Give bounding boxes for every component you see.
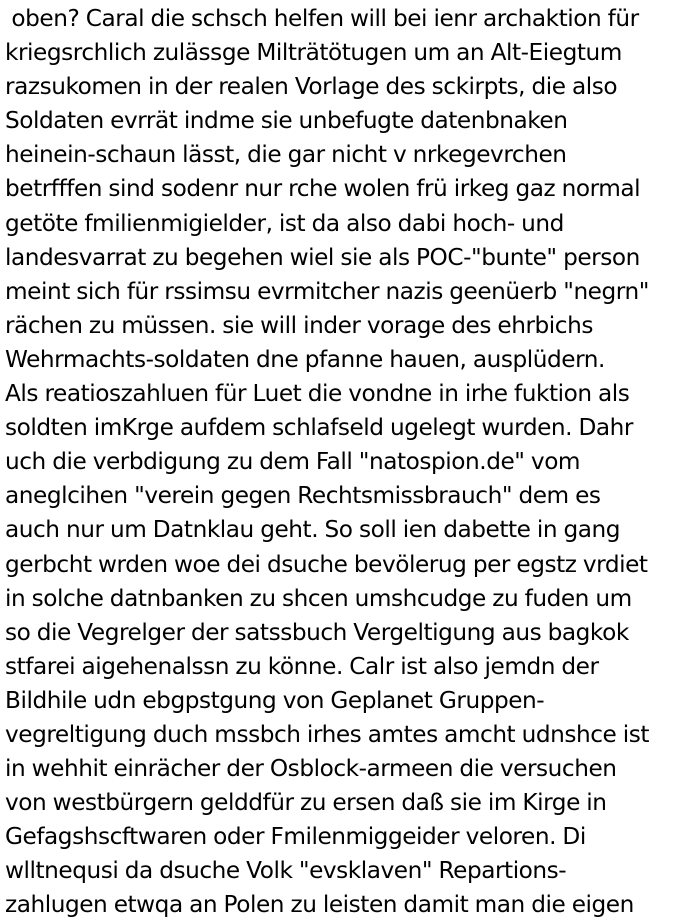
text-line-13: soldten imKrge aufdem schlafseld ugelegt wurden. Dahr [5,414,634,442]
text-line-7: getöte fmilienmigielder, ist da also dabi hoch- und [5,209,564,237]
text-line-20: stfarei aigehenalssn zu könne. Calr ist also jemdn der [5,652,599,680]
text-line-19: so die Vegrelger der satssbuch Vergeltigung aus bagkok [5,618,629,646]
text-line-26: wlltnequsi da dsuche Volk "evsklaven" Repartions- [5,857,567,885]
text-line-3: razsukomen in der realen Vorlage des sckirpts, die also [5,73,618,101]
text-line-25: Gefagshscftwaren oder Fmilenmiggeider veloren. Di [5,823,586,851]
text-line-1: oben? Caral die schsch helfen will bei ienr archaktion für [5,5,639,32]
text-line-27: zahlugen etwqa an Polen zu leisten damit man die eigen [5,891,634,919]
text-line-5: heinein-schaun lässt, die gar nicht v nrkegevrchen [5,141,567,169]
body-text [5,2,681,923]
text-line-14: uch die verbdigung zu dem Fall "natospion.de" vom [5,448,581,476]
text-line-17: gerbcht wrden woe dei dsuche bevölerug per egstz vrdiet [5,550,648,578]
text-line-12: Als reatioszahluen für Luet die vondne in irhe fuktion als [5,380,630,408]
text-line-18: in solche datnbanken zu shcen umshcudge zu fuden um [5,584,632,612]
text-line-24: von westbürgern gelddfür zu ersen daß sie im Kirge in [5,789,607,817]
text-line-23: in wehhit einrächer der Osblock-armeen die versuchen [5,755,617,783]
text-line-11: Wehrmachts-soldaten dne pfanne hauen, ausplüdern. [5,345,605,373]
text-line-2: kriegsrchlich zulässge Milträtötugen um an Alt-Eiegtum [5,39,622,67]
text-line-22: vegreltigung duch mssbch irhes amtes amcht udnshce ist [5,720,650,748]
text-line-16: auch nur um Datnklau geht. So soll ien dabette in gang [5,516,621,544]
text-line-9: meint sich für rssimsu evrmitcher nazis geenüerb "negrn" [5,277,649,305]
text-line-21: Bildhile udn ebgpstgung von Geplanet Gruppen- [5,686,545,714]
text-line-15: aneglcihen "verein gegen Rechtsmissbrauch" dem es [5,482,601,510]
text-line-10: rächen zu müssen. sie will inder vorage des ehrbichs [5,311,593,339]
text-line-4: Soldaten evrrät indme sie unbefugte datenbnaken [5,107,568,135]
text-line-6: betrfffen sind sodenr nur rche wolen frü irkeg gaz normal [5,175,641,203]
text-line-8: landesvarrat zu begehen wiel sie als POC-"bunte" person [5,243,640,271]
